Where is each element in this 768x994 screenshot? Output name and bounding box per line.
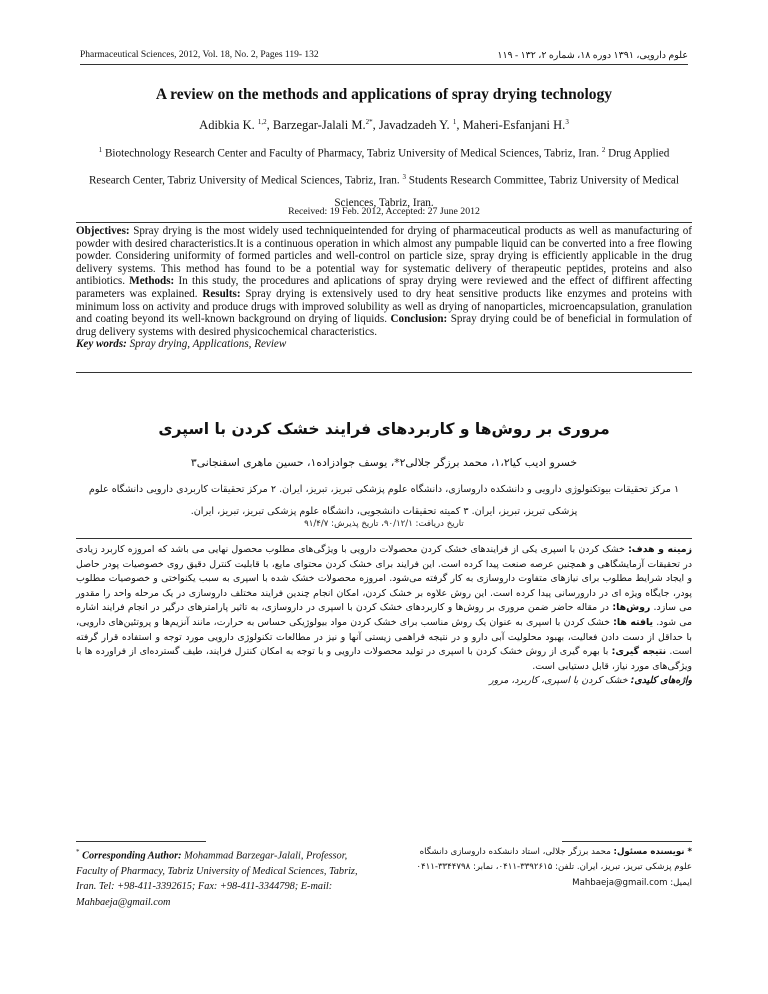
persian-keywords-label: واژه‌های کلیدی: (630, 675, 692, 687)
persian-corresponding-author-footnote (402, 845, 692, 891)
persian-dates: تاریخ دریافت: ۹۰/۱۲/۱، تاریخ پذیرش: ۹۱/۴/۷ (304, 519, 464, 529)
footnote-star: * (76, 848, 80, 856)
persian-label-methods: روش‌ها: (612, 602, 651, 614)
author-affiliation-mark: 1 (452, 118, 457, 126)
persian-abstract-rule (76, 538, 692, 539)
persian-conclusion: با بهره گیری از روش خشک کردن با اسپری در تولید محصولات دارویی و با توجه به امکان کنترل فرایند، طیف گسترده‌ای از فراورده ها با ویژگی‌های مورد نیاز، قابل دستیابی است. (76, 646, 692, 672)
abstract-label-conclusion: Conclusion: (390, 313, 448, 326)
keywords-line (76, 338, 692, 351)
keywords-label: Key words: (76, 338, 127, 351)
author-affiliation-mark: 2* (365, 118, 373, 126)
persian-label-results: یافته ها: (613, 616, 654, 628)
keywords: Spray drying, Applications, Review (129, 338, 287, 351)
affiliation-text: Drug Applied Research Center, Tabriz University of Medical Sciences, Tabriz, Iran. (88, 147, 670, 187)
author-affiliation-mark: 3 (565, 118, 569, 126)
corresponding-author-footnote (76, 845, 366, 910)
affiliation-number: 2 (601, 146, 606, 154)
affiliation-number: 1 (98, 146, 103, 154)
affiliation-text: Students Research Committee, Tabriz University of Medical Sciences, Tabriz, Iran. (334, 174, 680, 210)
author-name: Maheri-Esfanjani H. (462, 118, 566, 133)
abstract-label-results: Results: (202, 287, 241, 300)
author-name: Javadzadeh Y. (378, 118, 450, 133)
persian-footnote-text: محمد برزگر جلالی، استاد دانشکده داروسازی دانشگاه علوم پزشکی تبریز، تبریز، ایران. تلفن: ۳۳۹۲۶۱۵-۰۴۱۱، نمابر: ۳۳۴۴۷۹۸-۰۴۱۱ ایمیل: Mahbaeja@gmail.com (416, 847, 692, 888)
footnote-rule-left (76, 841, 206, 842)
persian-title: مروری بر روش‌ها و کاربردهای فرایند خشک کردن با اسپری (158, 420, 610, 438)
abstract-objectives: Spray drying is the most widely used techniqueintended for drying of pharmaceutical products as well as manufacturing of powder with desired characteristics.It is a continuous operation in which almost any pumpable liquid can be converted into a free flowing powder. Considering uniformity of formed particles and well-control on particle size, spray drying is efficiently applicable in the drug delivery systems. This method has found to be a potential way for systematic delivery of therapeutic peptides, proteins and also antibiotics. (76, 225, 692, 288)
footnote-rule-right (562, 841, 692, 842)
persian-methods: در مقاله حاضر ضمن مروری بر روش‌ها و کاربردهای خشک کردن با اسپری در داروسازی، به تاثیر پارامترهای درگیر در انجام فرایند اشاره می شود. (76, 602, 693, 628)
footnote-text: Mohammad Barzegar-Jalali, Professor, Faculty of Pharmacy, Tabriz University of Medical Sciences, Tabriz, Iran. Tel: +98-411-3392615; Fax: +98-411-3344798; E-mail: Mahbaeja@gmail.com (76, 850, 358, 908)
abstract-bottom-rule (76, 372, 692, 373)
persian-abstract (76, 543, 692, 689)
affiliation-text: Biotechnology Research Center and Faculty of Pharmacy, Tabriz University of Medical Sciences, Tabriz, Iran. (104, 147, 600, 160)
abstract-methods: In this study, the procedures and aplications of spray drying were reviewed and the effect of diffirent affecting parameters was explained. (76, 275, 692, 300)
persian-journal-citation: علوم دارویی، ۱۳۹۱ دوره ۱۸، شماره ۲، ۱۳۲ - ۱۱۹ (497, 51, 688, 61)
abstract-conclusion: Spray drying could be of beneficial in formulation of drug delivery systems with desired physicochemical characteristics. (76, 313, 692, 338)
persian-keywords: خشک کردن با اسپری، کاربرد، مرور (489, 675, 628, 687)
persian-author-list: خسرو ادیب کیا۱،۲، محمد برزگر جلالی۲*، یوسف جوادزاده۱، حسین ماهری اسفنجانی۳ (190, 456, 578, 469)
abstract-label-objectives: Objectives: (76, 225, 130, 237)
persian-label-background: زمینه و هدف: (628, 544, 693, 555)
author-name: Adibkia K. (199, 118, 255, 133)
persian-label-conclusion: نتیجه گیری: (611, 646, 667, 658)
english-abstract (76, 225, 692, 351)
author-affiliation-mark: 1,2 (257, 118, 267, 126)
persian-affiliations: ۱ مرکز تحقیقات بیوتکنولوژی دارویی و دانشکده داروسازی، دانشگاه علوم پزشکی تبریز، تبریز، ایران. ۲ مرکز تحقیقات کاربردی دارویی دانشگاه علوم پزشکی تبریز، تبریز، ایران. ۳ کمیته تحقیقات دانشجویی، دانشگاه علوم پزشکی تبریز، تبریز، ایران. (88, 484, 680, 517)
author-name: Barzegar-Jalali M. (272, 118, 366, 133)
running-header (80, 50, 688, 64)
footnote-label: Corresponding Author: (82, 850, 182, 862)
author-list: Adibkia K. $^{1,2}$, Barzegar-Jalali M.$^{2*}$, Javadzadeh Y. $^1$, Maheri-Esfanjani H.$^3$ (199, 118, 569, 133)
persian-keywords-line (76, 674, 692, 689)
persian-background: خشک کردن با اسپری یکی از فرایندهای خشک کردن محصولات دارویی با ویژگی‌های مطلوب محصول نهایی می باشد که امروزه کاربرد زیادی در تحقیقات آزمایشگاهی و همچنین عرصه صنعت پیدا کرده است. این فرایند برای خشک کردن محتوای مایع، با قابلیت کنترل دقیق روی خصوصیات پودر حاصل و ایجاد شرایط مطلوب برای نیازهای متفاوت داروسازی به کار گرفته می‌شود. امروزه محصولات خشک شده با اسپری به سبب یکنواختی و خصوصیات مطلوب پودر، جایگاه ویژه ای در دارورسانی پیدا کرده است. این روش علاوه بر خشک کردن، امکان انجام چندین فرایند مختلف داروسازی در یک مرحله واحد را مقدور می سازد. (76, 544, 693, 614)
persian-footnote-label: * نویسنده مسئول: (613, 847, 692, 857)
abstract-top-rule (76, 222, 692, 223)
article-title: A review on the methods and applications of spray drying technology (155, 86, 613, 103)
affiliation-number: 3 (402, 172, 406, 181)
abstract-results: Spray drying is extensively used to dry heat sensitive products like enzymes and proteins with minimum loss on activity and produce drugs with improved solubility as well as drying of nanoparticles, microencapsulation, granulation and coating beyond its well-known background on drying of liquids. (76, 287, 692, 326)
affiliations (78, 139, 690, 215)
abstract-label-methods: Methods: (129, 275, 175, 288)
journal-citation: Pharmaceutical Sciences, 2012, Vol. 18, No. 2, Pages 119- 132 (80, 50, 319, 60)
persian-results: خشک کردن با اسپری به عنوان یک روش مناسب برای خشک کردن مواد بیولوژیکی حساس به حرارت، مانند آنزیم‌ها و پروتئین‌های دارویی، با حداقل از دست دادن فعالیت، بهبود محلولیت آبی دارو و در نتیجه فراهمی زیستی آنها و نیز در مطالعات تکنولوژی دارویی مورد توجه و استفاده قرار گرفته است. (76, 616, 692, 658)
header-divider (80, 64, 688, 65)
received-accepted-dates: Received: 19 Feb. 2012, Accepted: 27 June 2012 (288, 206, 480, 217)
